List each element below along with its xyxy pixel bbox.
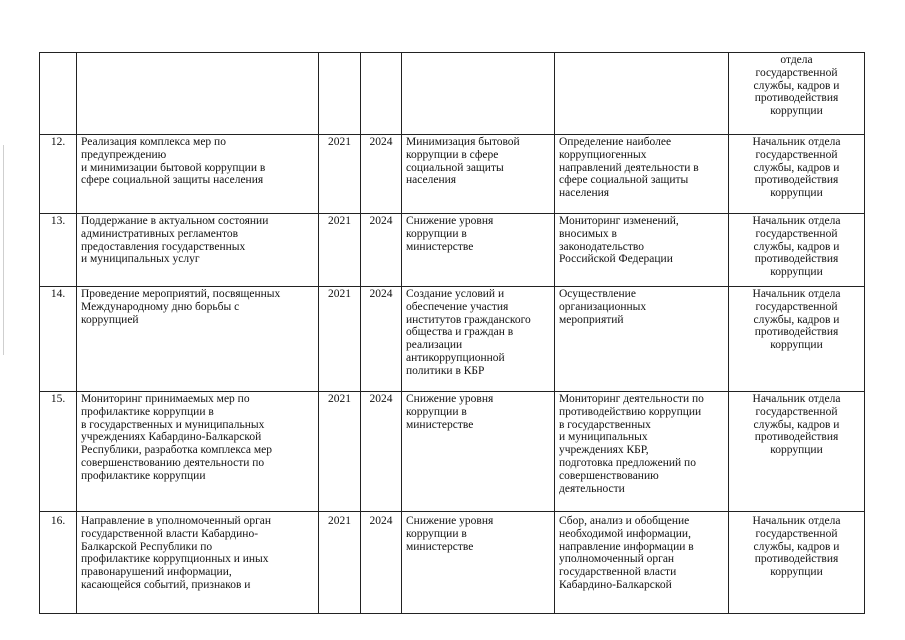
- cell-number: 15.: [40, 392, 77, 512]
- cell-indicator: Определение наиболее коррупциогенных направлений деятельности в сфере социальной защиты населения: [555, 135, 729, 214]
- cell-start-year: 2021: [319, 214, 361, 287]
- cell-number: 12.: [40, 135, 77, 214]
- cell-responsible: Начальник отдела государственной службы, кадров и противодействия коррупции: [729, 512, 865, 614]
- cell-indicator: Мониторинг деятельности по противодействию коррупции в государственных и муниципальных учреждениях КБР, подготовка предложений по совершенствованию деятельности: [555, 392, 729, 512]
- cell-responsible: Начальник отдела государственной службы, кадров и противодействия коррупции: [729, 214, 865, 287]
- cell-end-year: 2024: [361, 135, 402, 214]
- cell-measure: [77, 53, 319, 135]
- table-row: [40, 512, 865, 614]
- cell-end-year: 2024: [361, 392, 402, 512]
- cell-number: 16.: [40, 512, 77, 614]
- cell-expected-result: Минимизация бытовой коррупции в сфере социальной защиты населения: [402, 135, 555, 214]
- cell-end-year: 2024: [361, 287, 402, 392]
- cell-start-year: 2021: [319, 135, 361, 214]
- table-row: [40, 214, 865, 287]
- cell-expected-result: Создание условий и обеспечение участия институтов гражданского общества и граждан в реализации антикоррупционной политики в КБР: [402, 287, 555, 392]
- cell-responsible: Начальник отдела государственной службы, кадров и противодействия коррупции: [729, 287, 865, 392]
- cell-indicator: [555, 53, 729, 135]
- cell-number: [40, 53, 77, 135]
- table-row-continuation: [40, 53, 865, 135]
- cell-end-year: 2024: [361, 512, 402, 614]
- cell-start-year: 2021: [319, 287, 361, 392]
- table-row: [40, 135, 865, 214]
- cell-end-year: [361, 53, 402, 135]
- cell-start-year: 2021: [319, 512, 361, 614]
- cell-number: 14.: [40, 287, 77, 392]
- cell-measure: Поддержание в актуальном состоянии административных регламентов предоставления государственных и муниципальных услуг: [77, 214, 319, 287]
- cell-expected-result: Снижение уровня коррупции в министерстве: [402, 214, 555, 287]
- scan-edge-mark: [3, 145, 4, 355]
- cell-responsible: Начальник отдела государственной службы, кадров и противодействия коррупции: [729, 392, 865, 512]
- cell-expected-result: Снижение уровня коррупции в министерстве: [402, 512, 555, 614]
- cell-expected-result: [402, 53, 555, 135]
- cell-measure: Реализация комплекса мер по предупреждению и минимизации бытовой коррупции в сфере социальной защиты населения: [77, 135, 319, 214]
- cell-number: 13.: [40, 214, 77, 287]
- cell-expected-result: Снижение уровня коррупции в министерстве: [402, 392, 555, 512]
- cell-indicator: Сбор, анализ и обобщение необходимой информации, направление информации в уполномоченный орган государственной власти Кабардино-Балкарской: [555, 512, 729, 614]
- cell-start-year: [319, 53, 361, 135]
- cell-start-year: 2021: [319, 392, 361, 512]
- cell-measure: Направление в уполномоченный орган государственной власти Кабардино- Балкарской Республики по профилактике коррупционных и иных правонарушений информации, касающейся событий, признаков и: [77, 512, 319, 614]
- cell-measure: Мониторинг принимаемых мер по профилактике коррупции в в государственных и муниципальных учреждениях Кабардино-Балкарской Республики, разработка комплекса мер совершенствованию деятельности по профилактике коррупции: [77, 392, 319, 512]
- cell-responsible: Начальник отдела государственной службы, кадров и противодействия коррупции: [729, 135, 865, 214]
- cell-indicator: Осуществление организационных мероприятий: [555, 287, 729, 392]
- table-row: [40, 392, 865, 512]
- cell-indicator: Мониторинг изменений, вносимых в законодательство Российской Федерации: [555, 214, 729, 287]
- table-row: [40, 287, 865, 392]
- cell-responsible: отдела государственной службы, кадров и противодействия коррупции: [729, 53, 865, 135]
- cell-measure: Проведение мероприятий, посвященных Международному дню борьбы с коррупцией: [77, 287, 319, 392]
- cell-end-year: 2024: [361, 214, 402, 287]
- anticorruption-plan-table: [39, 52, 865, 614]
